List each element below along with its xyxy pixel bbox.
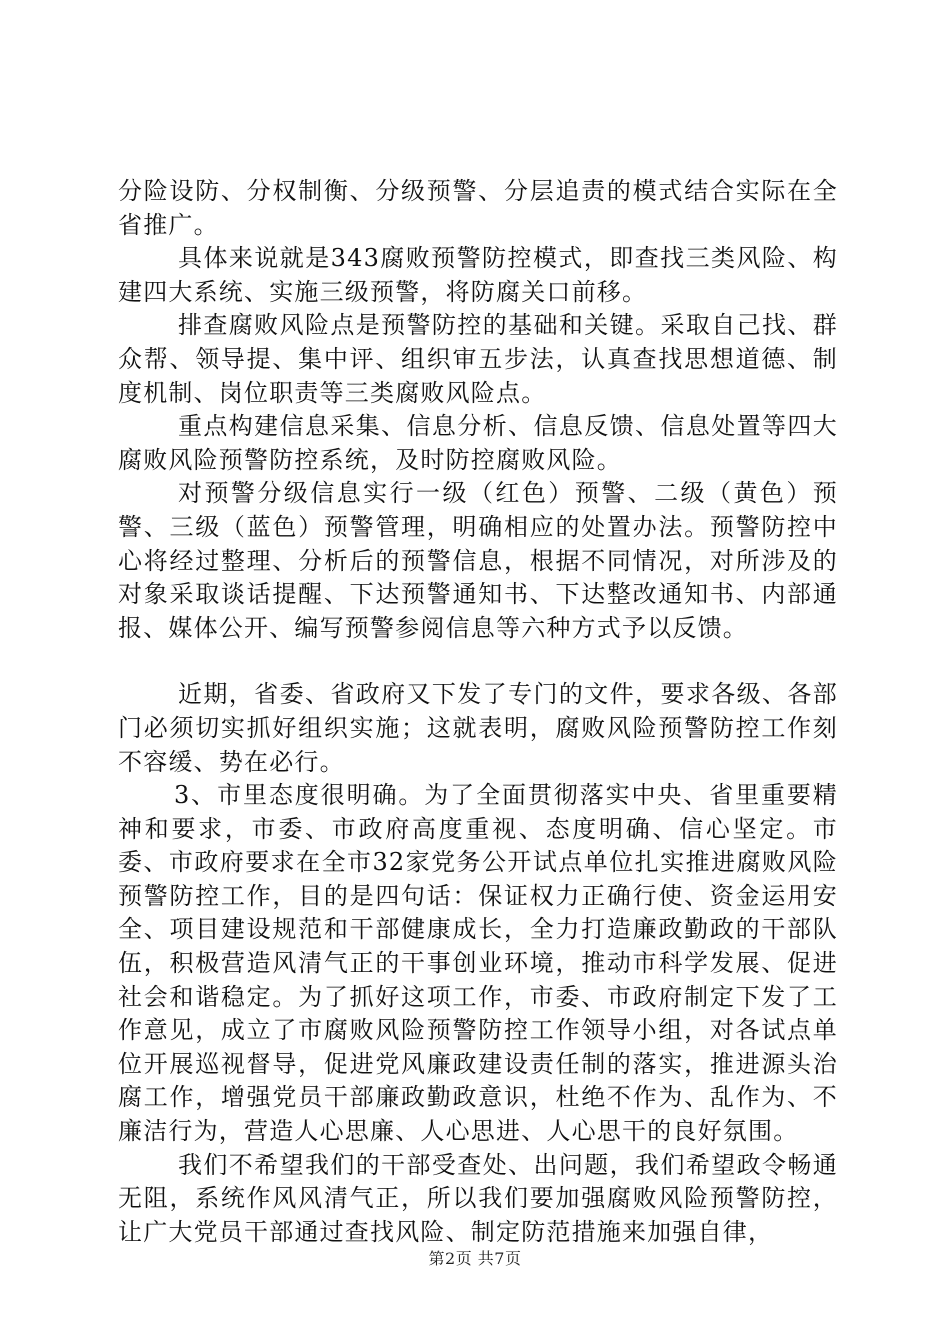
paragraph-3: 排查腐败风险点是预警防控的基础和关键。采取自己找、群众帮、领导提、集中评、组织审五步法，认真查找思想道德、制度机制、岗位职责等三类腐败风险点。 — [118, 311, 838, 407]
paragraph-2: 具体来说就是343腐败预警防控模式，即查找三类风险、构建四大系统、实施三级预警，将防腐关口前移。 — [118, 244, 838, 306]
paragraph-5: 对预警分级信息实行一级（红色）预警、二级（黄色）预警、三级（蓝色）预警管理，明确相应的处置办法。预警防控中心将经过整理、分析后的预警信息，根据不同情况，对所涉及的对象采取谈话提醒、下达预警通知书、下达整改通知书、内部通报、媒体公开、编写预警参阅信息等六种方式予以反馈。 — [118, 479, 838, 642]
paragraph-1: 分险设防、分权制衡、分级预警、分层追责的模式结合实际在全省推广。 — [118, 177, 838, 239]
document-body — [118, 175, 838, 1249]
paragraph-4: 重点构建信息采集、信息分析、信息反馈、信息处置等四大腐败风险预警防控系统，及时防控腐败风险。 — [118, 412, 838, 474]
paragraph-7: 3、市里态度很明确。为了全面贯彻落实中央、省里重要精神和要求，市委、市政府高度重视、态度明确、信心坚定。市委、市政府要求在全市32家党务公开试点单位扎实推进腐败风险预警防控工作，目的是四句话：保证权力正确行使、资金运用安全、项目建设规范和干部健康成长，全力打造廉政勤政的干部队伍，积极营造风清气正的干事创业环境，推动市科学发展、促进社会和谐稳定。为了抓好这项工作，市委、市政府制定下发了工作意见，成立了市腐败风险预警防控工作领导小组，对各试点单位开展巡视督导，促进党风廉政建设责任制的落实，推进源头治腐工作，增强党员干部廉政勤政意识，杜绝不作为、乱作为、不廉洁行为，营造人心思廉、人心思进、人心思干的良好氛围。 — [118, 781, 838, 1146]
paragraph-8: 我们不希望我们的干部受查处、出问题，我们希望政令畅通无阻，系统作风风清气正，所以我们要加强腐败风险预警防控，让广大党员干部通过查找风险、制定防范措施来加强自律， — [118, 1150, 838, 1246]
page-number-footer: 第2页 共7页 — [428, 1249, 522, 1268]
paragraph-6: 近期，省委、省政府又下发了专门的文件，要求各级、各部门必须切实抓好组织实施；这就表明，腐败风险预警防控工作刻不容缓、势在必行。 — [118, 680, 838, 776]
